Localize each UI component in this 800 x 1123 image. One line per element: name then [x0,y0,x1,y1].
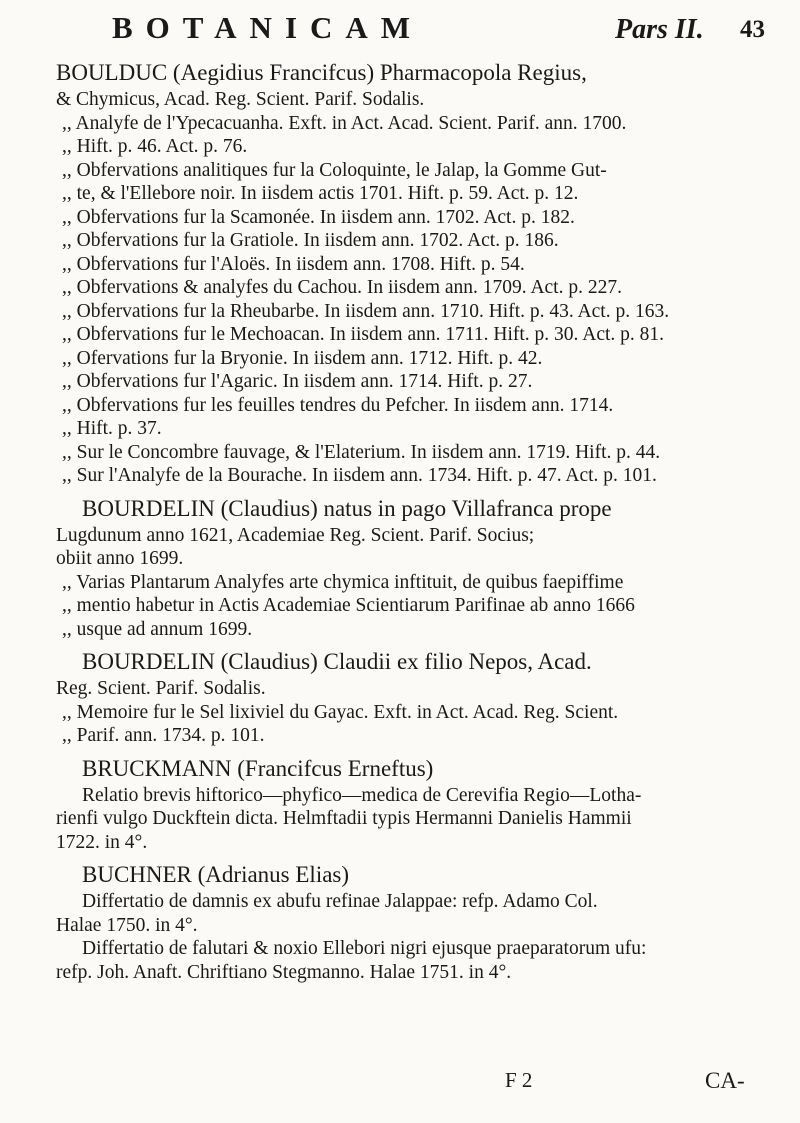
entry-line: ,, Obfervations fur l'Agaric. In iisdem ann. 1714. Hift. p. 27. [62,371,533,392]
entry-line: ,, te, & l'Ellebore noir. In iisdem actis 1701. Hift. p. 59. Act. p. 12. [62,183,579,204]
entry-heading: BOURDELIN (Claudius) natus in pago Villafranca prope [82,495,612,521]
entry-heading: BRUCKMANN (Francifcus Erneftus) [82,755,434,781]
entry-line: rienfi vulgo Duckftein dicta. Helmftadii typis Hermanni Danielis Hammii [56,808,632,829]
entry-line: ,, Sur le Concombre fauvage, & l'Elaterium. In iisdem ann. 1719. Hift. p. 44. [62,441,661,463]
entry-line: Differtatio de falutari & noxio Ellebori nigri ejusque praeparatorum ufu: [82,938,647,959]
entry-line: ,, Obfervations fur la Rheubarbe. In iisdem ann. 1710. Hift. p. 43. Act. p. 163. [62,300,670,322]
entry-line: & Chymicus, Acad. Reg. Scient. Parif. Sodalis. [56,89,425,110]
entry-line: ,, Varias Plantarum Analyfes arte chymica inftituit, de quibus faepiffime [62,571,624,593]
entry-line: Differtatio de damnis ex abufu refinae Jalappae: refp. Adamo Col. [82,891,598,912]
entry-line: ,, Hift. p. 46. Act. p. 76. [62,136,248,157]
entry-line: ,, Obfervations fur les feuilles tendres du Pefcher. In iisdem ann. 1714. [62,394,614,416]
bibliography-entry [56,754,780,855]
entry-line: obiit anno 1699. [56,548,184,569]
entry-heading: BUCHNER (Adrianus Elias) [82,862,350,887]
bibliography-entry [56,494,780,642]
entry-line: ,, Obfervations fur le Mechoacan. In iisdem ann. 1711. Hift. p. 30. Act. p. 81. [62,324,665,345]
running-header [0,4,800,50]
entry-line: ,, Obfervations fur l'Aloës. In iisdem ann. 1708. Hift. p. 54. [62,253,525,275]
entry-line: Lugdunum anno 1621, Academiae Reg. Scient. Parif. Socius; [56,524,535,546]
entry-heading: BOURDELIN (Claudius) Claudii ex filio Nepos, Acad. [82,649,592,674]
entry-heading: BOULDUC (Aegidius Francifcus) Pharmacopola Regius, [56,60,587,85]
signature-mark: F 2 [505,1068,533,1092]
bibliography-body [56,58,780,990]
entry-line: ,, Parif. ann. 1734. p. 101. [62,725,265,746]
entry-line: ,, mentio habetur in Actis Academiae Scientiarum Parifinae ab anno 1666 [62,595,635,616]
catchword: CA- [705,1068,745,1093]
entry-line: ,, Analyfe de l'Ypecacuanha. Exft. in Act. Acad. Scient. Parif. ann. 1700. [62,112,627,134]
entry-line: ,, Ofervations fur la Bryonie. In iisdem ann. 1712. Hift. p. 42. [62,347,543,369]
entry-line: ,, Obfervations & analyfes du Cachou. In iisdem ann. 1709. Act. p. 227. [62,277,622,298]
entry-line: refp. Joh. Anaft. Chriftiano Stegmanno. Halae 1751. in 4°. [56,961,512,983]
entry-line: ,, Sur l'Analyfe de la Bourache. In iisdem ann. 1734. Hift. p. 47. Act. p. 101. [62,465,657,486]
entry-line: 1722. in 4°. [56,831,148,853]
entry-line: ,, Obfervations analitiques fur la Coloquinte, le Jalap, la Gomme Gut- [62,159,607,181]
entry-line: ,, Memoire fur le Sel lixiviel du Gayac. Exft. in Act. Acad. Reg. Scient. [62,701,619,723]
running-title: BOTANICAM [112,10,424,45]
part-label: Pars II. [615,14,704,45]
bibliography-entry [56,647,780,748]
entry-line: ,, Obfervations fur la Gratiole. In iisdem ann. 1702. Act. p. 186. [62,230,559,251]
page-number: 43 [740,16,765,43]
entry-line: ,, Hift. p. 37. [62,418,162,439]
entry-line: ,, usque ad annum 1699. [62,618,253,640]
bibliography-entry [56,860,780,984]
bibliography-entry [56,58,780,488]
page-footer [0,1068,800,1108]
entry-line: Halae 1750. in 4°. [56,914,198,936]
entry-line: ,, Obfervations fur la Scamonée. In iisdem ann. 1702. Act. p. 182. [62,206,575,228]
entry-line: Relatio brevis hiftorico—phyfico—medica de Cerevifia Regio—Lotha- [82,784,642,806]
entry-line: Reg. Scient. Parif. Sodalis. [56,678,266,699]
